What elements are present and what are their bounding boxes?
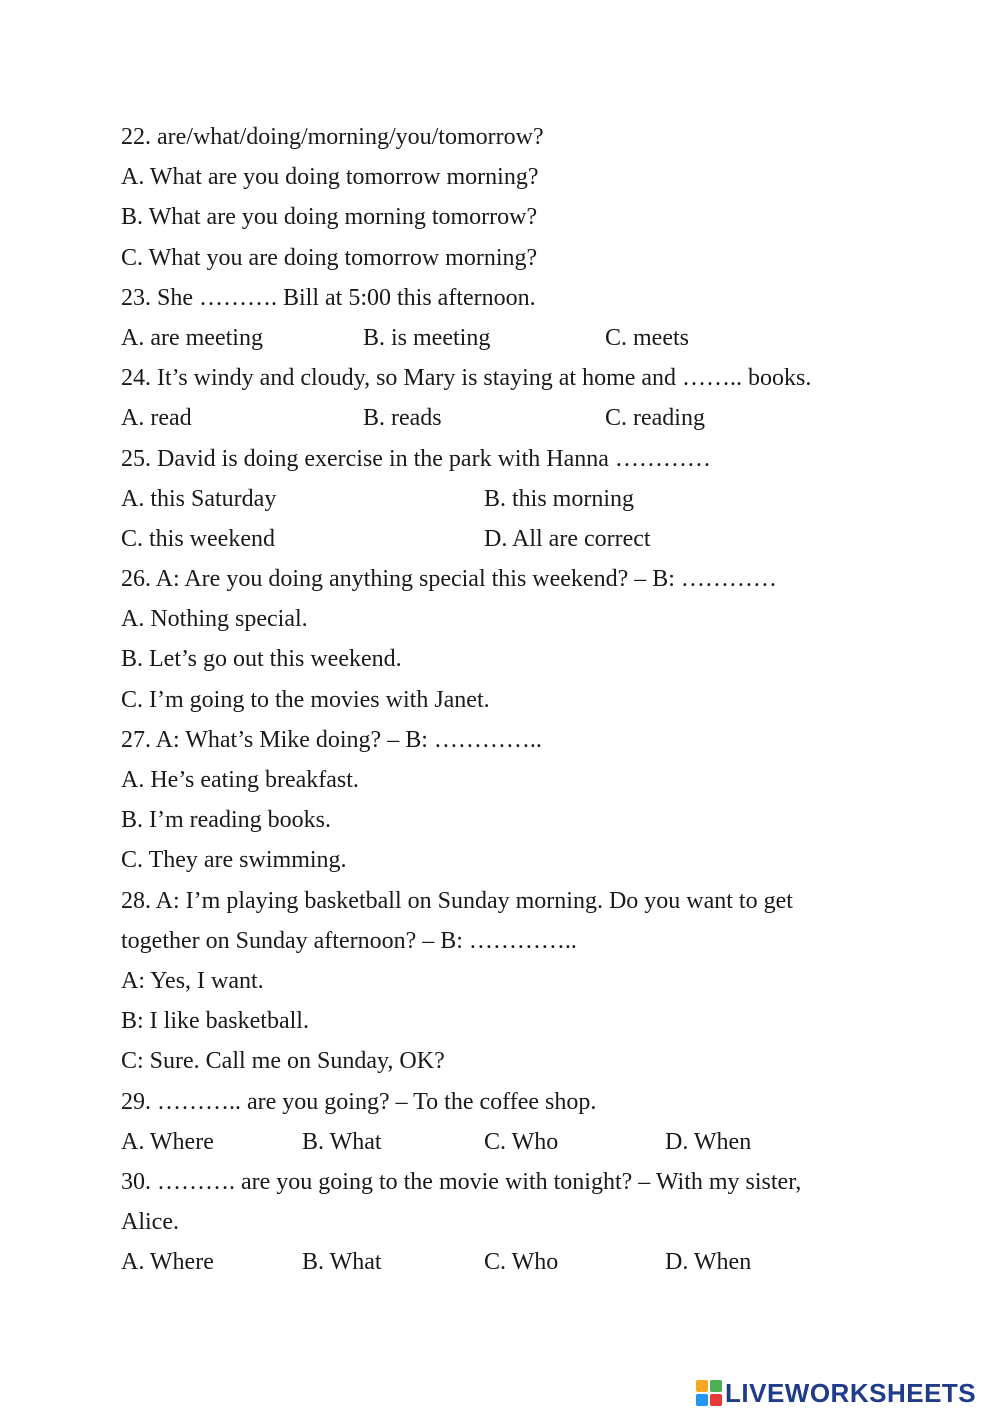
question-23-options [121,318,921,358]
question-30-option-a[interactable]: A. Where [121,1249,214,1276]
question-28-prompt-line1: 28. A: I’m playing basketball on Sunday morning. Do you want to get [121,887,793,914]
question-28-option-c[interactable]: C: Sure. Call me on Sunday, OK? [121,1048,445,1075]
question-30-prompt-line2: Alice. [121,1209,179,1236]
question-28-prompt-line2: together on Sunday afternoon? – B: ………….. [121,927,577,954]
question-24-option-c[interactable]: C. reading [605,405,705,432]
question-25-prompt: 25. David is doing exercise in the park with Hanna ………… [121,445,711,472]
question-22-prompt: 22. are/what/doing/morning/you/tomorrow? [121,124,544,150]
logo-square-i [710,1380,722,1392]
question-26-option-a[interactable]: A. Nothing special. [121,606,308,633]
question-27-prompt: 27. A: What’s Mike doing? – B: ………….. [121,726,542,753]
question-29-option-c[interactable]: C. Who [484,1128,559,1155]
question-27-option-c[interactable]: C. They are swimming. [121,847,347,874]
question-23-option-b[interactable]: B. is meeting [363,324,491,351]
liveworksheets-logo [696,1376,976,1410]
question-29-prompt: 29. ……….. are you going? – To the coffee shop. [121,1088,597,1115]
question-29-option-d[interactable]: D. When [665,1128,752,1155]
question-25-option-b[interactable]: B. this morning [484,485,635,512]
worksheet-page [121,117,921,1282]
question-27-option-a[interactable]: A. He’s eating breakfast. [121,767,359,793]
liveworksheets-logo-text: LIVEWORKSHEETS [725,1377,977,1408]
question-24-option-b[interactable]: B. reads [363,405,442,432]
question-25-option-d[interactable]: D. All are correct [484,525,651,552]
question-26-option-b[interactable]: B. Let’s go out this weekend. [121,646,402,673]
question-30-options [121,1242,921,1282]
question-28-option-a[interactable]: A: Yes, I want. [121,967,264,994]
question-27-option-b[interactable]: B. I’m reading books. [121,807,331,834]
question-24-prompt: 24. It’s windy and cloudy, so Mary is staying at home and …….. books. [121,365,812,392]
question-25-option-c[interactable]: C. this weekend [121,525,275,552]
question-28-option-b[interactable]: B: I like basketball. [121,1008,309,1035]
question-25-options-row2 [121,519,921,559]
question-29-options [121,1122,921,1162]
question-22-option-c[interactable]: C. What you are doing tomorrow morning? [121,244,538,271]
question-22-option-a[interactable]: A. What are you doing tomorrow morning? [121,164,539,191]
question-23-prompt: 23. She ………. Bill at 5:00 this afternoon. [121,284,536,311]
liveworksheets-logo-icon [696,1380,722,1406]
question-24-option-a[interactable]: A. read [121,405,192,432]
logo-square-l [696,1380,708,1392]
question-25-options-row1 [121,479,921,519]
question-30-option-c[interactable]: C. Who [484,1249,559,1276]
logo-square-v [696,1394,708,1406]
question-22-option-b[interactable]: B. What are you doing morning tomorrow? [121,204,538,231]
question-23-option-c[interactable]: C. meets [605,324,689,351]
question-30-option-b[interactable]: B. What [302,1249,382,1276]
question-25-option-a[interactable]: A. this Saturday [121,485,277,512]
question-26-prompt: 26. A: Are you doing anything special this weekend? – B: ………… [121,566,777,593]
question-23-option-a[interactable]: A. are meeting [121,324,263,351]
question-30-prompt-line1: 30. ………. are you going to the movie with tonight? – With my sister, [121,1168,802,1195]
question-24-options [121,398,921,438]
question-26-option-c[interactable]: C. I’m going to the movies with Janet. [121,686,490,713]
logo-square-e [710,1394,722,1406]
question-29-option-b[interactable]: B. What [302,1128,382,1155]
question-29-option-a[interactable]: A. Where [121,1128,214,1155]
question-30-option-d[interactable]: D. When [665,1249,752,1276]
